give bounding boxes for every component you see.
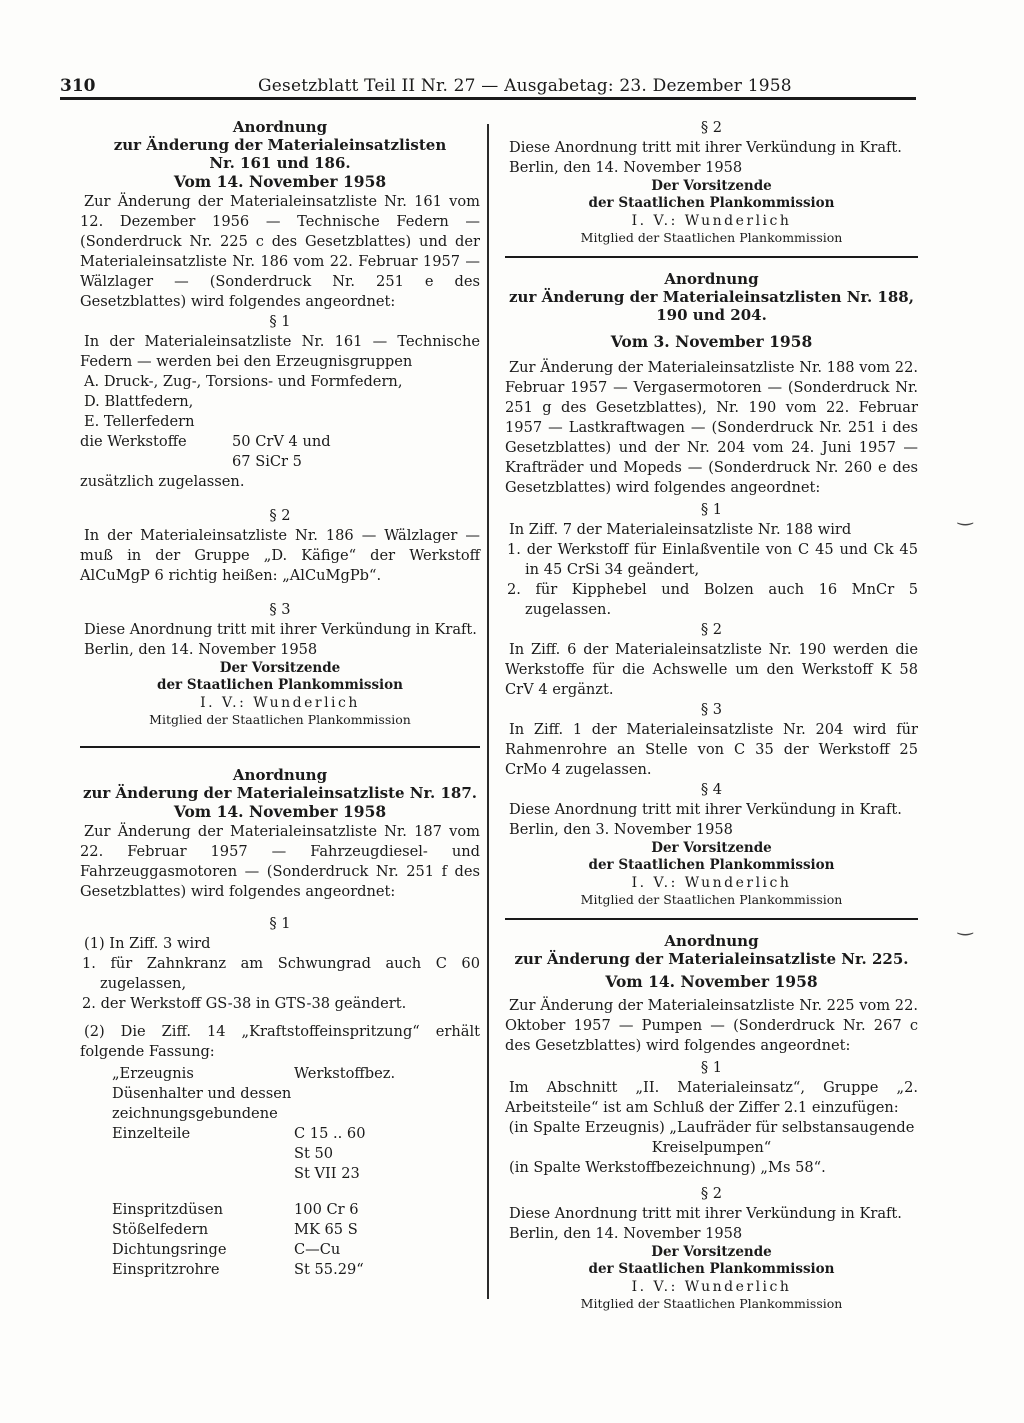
paragraph-sign: § 2	[269, 507, 291, 524]
materials-values	[232, 432, 331, 472]
paragraph-text: In Ziff. 1 der Materialeinsatzliste Nr. 204 wird für Rahmenrohre an Stelle von C 35 der Werkstoff 25 CrMo 4 zugelassen.	[505, 721, 918, 778]
insertion-line: (in Spalte Erzeugnis) „Laufräder für selbstansaugende Kreiselpumpen“	[508, 1119, 915, 1156]
signature-title: Der Vorsitzende	[651, 178, 772, 194]
ordinance-subtitle: zur Änderung der Materialeinsatzlisten	[113, 136, 447, 154]
list-item: D. Blattfedern,	[84, 393, 194, 410]
signature-name: I. V.: Wunderlich	[200, 695, 360, 711]
paragraph-sign: § 3	[269, 601, 291, 618]
paragraph-sign: § 2	[700, 621, 723, 638]
ordinance-188-190-204	[505, 270, 918, 908]
table-cell: Einspritzdüsen	[112, 1201, 224, 1218]
material-table	[112, 1064, 472, 1280]
paragraph-sign: § 1	[700, 1059, 723, 1076]
paragraph-text: Diese Anordnung tritt mit ihrer Verkündung in Kraft.	[509, 139, 902, 156]
margin-mark-icon: ‿	[958, 915, 973, 936]
table-header: „Erzeugnis	[112, 1065, 194, 1082]
place-date: Berlin, den 14. November 1958	[509, 1225, 743, 1242]
signature-member: Mitglied der Staatlichen Plankommission	[580, 230, 843, 245]
ordinance-date: Vom 14. November 1958	[173, 172, 387, 191]
table-cell: Einspritzrohre	[112, 1261, 220, 1278]
header-title: Gesetzblatt Teil II Nr. 27 — Ausgabetag: 23. Dezember 1958	[258, 76, 792, 96]
ordinance-date: Vom 14. November 1958	[605, 972, 818, 991]
ordinance-subtitle: zur Änderung der Materialeinsatzliste Nr. 225.	[514, 950, 909, 968]
table-row	[112, 1240, 472, 1260]
intro-paragraph: Zur Änderung der Materialeinsatzliste Nr. 225 vom 22. Oktober 1957 — Pumpen — (Sonderdruck Nr. 267 c des Gesetzblattes) wird folgendes angeordnet:	[505, 997, 918, 1054]
paragraph-text: In der Materialeinsatzliste Nr. 186 — Wälzlager — muß in der Gruppe „D. Käfige“ der Werkstoff AlCuMgP 6 richtig heißen: „AlCuMgPb“.	[80, 527, 480, 584]
material-value: 67 SiCr 5	[232, 453, 302, 470]
list-item: E. Tellerfedern	[84, 413, 195, 430]
signature-member: Mitglied der Staatlichen Plankommission	[580, 1296, 843, 1311]
signature-title: Der Vorsitzende	[219, 660, 341, 676]
section-rule	[80, 746, 480, 748]
signature-title: der Staatlichen Plankommission	[588, 195, 835, 211]
paragraph-sign: § 1	[700, 501, 723, 518]
paragraph-text: In der Materialeinsatzliste Nr. 161 — Technische Federn — werden bei den Erzeugnisgruppen	[80, 333, 480, 370]
table-cell	[112, 1144, 294, 1164]
signature-title: Der Vorsitzende	[651, 840, 772, 856]
paragraph-sign: § 1	[269, 313, 291, 330]
place-date: Berlin, den 14. November 1958	[84, 641, 318, 658]
table-cell: Stößelfedern	[112, 1221, 209, 1238]
table-header: Werkstoffbez.	[294, 1065, 396, 1082]
column-divider	[487, 124, 489, 1299]
paragraph-text: Diese Anordnung tritt mit ihrer Verkündung in Kraft.	[509, 801, 902, 818]
paragraph-text: Diese Anordnung tritt mit ihrer Verkündung in Kraft.	[84, 621, 477, 638]
materials-label: die Werkstoffe	[80, 433, 187, 450]
signature-name: I. V.: Wunderlich	[631, 213, 792, 229]
list-item: 2. der Werkstoff GS-38 in GTS-38 geändert.	[82, 995, 407, 1012]
table-row	[112, 1084, 472, 1124]
table-cell: St VII 23	[294, 1165, 360, 1182]
place-date: Berlin, den 14. November 1958	[509, 159, 743, 176]
intro-paragraph: Zur Änderung der Materialeinsatzliste Nr. 161 vom 12. Dezember 1956 — Technische Federn — (Sonderdruck Nr. 225 c des Gesetzblattes) und der Materialeinsatzliste Nr. 186 vom 22. Februar 1957 — Wälzlager — (Sonderdruck Nr. 251 e des Gesetzblattes) wird folgendes angeordnet:	[80, 193, 480, 310]
signature-title: der Staatlichen Plankommission	[588, 1261, 835, 1277]
ordinance-subtitle: 190 und 204.	[656, 306, 767, 324]
materials-block	[80, 432, 480, 472]
table-cell: 100 Cr 6	[294, 1201, 359, 1218]
ordinance-date: Vom 3. November 1958	[610, 332, 813, 351]
signature-title: der Staatlichen Plankommission	[157, 677, 403, 693]
signature-member: Mitglied der Staatlichen Plankommission	[149, 712, 411, 727]
ordinance-subtitle: zur Änderung der Materialeinsatzlisten Nr. 188,	[509, 288, 914, 306]
header-rule	[60, 97, 916, 100]
paragraph-sign: § 4	[700, 781, 723, 798]
ordinance-161-186-continued	[505, 118, 918, 246]
table-row	[112, 1220, 472, 1240]
sub-paragraph: (1) In Ziff. 3 wird	[84, 935, 211, 952]
list-item: 2. für Kipphebel und Bolzen auch 16 MnCr 5 zugelassen.	[507, 581, 918, 618]
ordinance-225	[505, 932, 918, 1312]
right-column	[505, 118, 918, 1318]
table-cell: St 55.29“	[294, 1261, 364, 1278]
paragraph-text: Im Abschnitt „II. Materialeinsatz“, Gruppe „2. Arbeitsteile“ ist am Schluß der Ziffer 2.1 einzufügen:	[505, 1079, 918, 1116]
paragraph-sign: § 2	[700, 1185, 723, 1202]
list-item: 1. für Zahnkranz am Schwungrad auch C 60 zugelassen,	[82, 955, 480, 992]
list-item: A. Druck-, Zug-, Torsions- und Formfedern,	[84, 373, 403, 390]
paragraph-text: In Ziff. 7 der Materialeinsatzliste Nr. 188 wird	[509, 521, 852, 538]
signature-block	[505, 178, 918, 246]
paragraph-text: Diese Anordnung tritt mit ihrer Verkündung in Kraft.	[509, 1205, 902, 1222]
left-column	[80, 118, 480, 1286]
section-rule	[505, 256, 918, 258]
signature-member: Mitglied der Staatlichen Plankommission	[580, 892, 843, 907]
signature-name: I. V.: Wunderlich	[631, 1279, 792, 1295]
table-cell: Dichtungsringe	[112, 1241, 227, 1258]
paragraph-sign: § 3	[700, 701, 723, 718]
sub-paragraph: (2) Die Ziff. 14 „Kraftstoffeinspritzung“ erhält folgende Fassung:	[80, 1023, 480, 1060]
ordinance-title: Anordnung	[664, 270, 759, 288]
table-row	[112, 1164, 472, 1184]
signature-block	[80, 660, 480, 728]
signature-block	[505, 840, 918, 908]
paragraph-text: zusätzlich zugelassen.	[80, 473, 245, 490]
table-cell: MK 65 S	[294, 1221, 358, 1238]
ordinance-date: Vom 14. November 1958	[173, 802, 387, 821]
intro-paragraph: Zur Änderung der Materialeinsatzliste Nr. 188 vom 22. Februar 1957 — Vergasermotoren — (Sonderdruck Nr. 251 g des Gesetzblattes), Nr. 190 vom 22. Februar 1957 — Lastkraftwagen — (Sonderdruck Nr. 251 i des Gesetzblattes) und der Nr. 204 vom 24. Juni 1957 — Krafträder und Mopeds — (Sonderdruck Nr. 260 e des Gesetzblattes) wird folgendes angeordnet:	[505, 359, 918, 496]
ordinance-title: Anordnung	[232, 766, 328, 784]
table-row	[112, 1124, 472, 1144]
ordinance-187	[80, 766, 480, 1280]
table-row	[112, 1144, 472, 1164]
ordinance-161-186	[80, 118, 480, 728]
intro-paragraph: Zur Änderung der Materialeinsatzliste Nr. 187 vom 22. Februar 1957 — Fahrzeugdiesel- und Fahrzeuggasmotoren — (Sonderdruck Nr. 251 f des Gesetzblattes) wird folgendes angeordnet:	[80, 823, 480, 900]
ordinance-title: Anordnung	[664, 932, 759, 950]
signature-name: I. V.: Wunderlich	[631, 875, 792, 891]
table-row	[112, 1200, 472, 1220]
ordinance-title: Anordnung	[232, 118, 328, 136]
insertion-line: (in Spalte Werkstoffbezeichnung) „Ms 58“.	[509, 1159, 826, 1176]
table-cell: St 50	[294, 1145, 334, 1162]
paragraph-text: In Ziff. 6 der Materialeinsatzliste Nr. 190 werden die Werkstoffe für die Achswelle um den Werkstoff K 58 CrV 4 ergänzt.	[505, 641, 918, 698]
margin-mark-icon: ‿	[958, 505, 973, 526]
paragraph-sign: § 1	[269, 915, 291, 932]
table-header-row	[112, 1064, 472, 1084]
table-row	[112, 1260, 472, 1280]
signature-title: der Staatlichen Plankommission	[588, 857, 835, 873]
ordinance-subtitle: Nr. 161 und 186.	[209, 154, 351, 172]
table-cell: Düsenhalter und dessen zeichnungsgebundene	[112, 1085, 292, 1122]
place-date: Berlin, den 3. November 1958	[509, 821, 733, 838]
section-rule	[505, 918, 918, 920]
ordinance-subtitle: zur Änderung der Materialeinsatzliste Nr. 187.	[82, 784, 478, 802]
signature-block	[505, 1244, 918, 1312]
signature-title: Der Vorsitzende	[651, 1244, 772, 1260]
list-item: 1. der Werkstoff für Einlaßventile von C 45 und Ck 45 in 45 CrSi 34 geändert,	[507, 541, 918, 578]
table-cell: C—Cu	[294, 1241, 341, 1258]
table-cell: Einzelteile	[112, 1125, 191, 1142]
paragraph-sign: § 2	[700, 119, 723, 136]
table-cell: C 15 .. 60	[294, 1125, 366, 1142]
material-value: 50 CrV 4 und	[232, 433, 331, 450]
page-number: 310	[60, 76, 96, 96]
table-cell	[112, 1164, 294, 1184]
